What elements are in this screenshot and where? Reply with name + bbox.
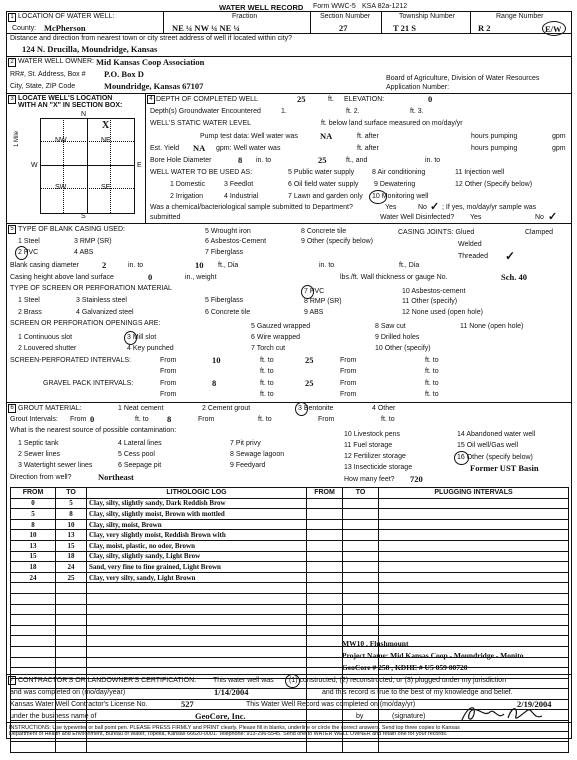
section-7-number: 7 (8, 676, 16, 685)
grid-line (110, 118, 111, 213)
mile-label: 1 Mile (14, 130, 20, 147)
src-11: 11 Fuel storage (344, 442, 393, 449)
table-row (11, 572, 569, 583)
yield-after: ft. after (357, 145, 379, 152)
row-from: 8 (11, 519, 56, 530)
row-to: 25 (56, 572, 87, 583)
row-from: 13 (11, 540, 56, 551)
cert-l2a: and was completed on (mo/day/year) (10, 689, 126, 696)
divider (6, 402, 571, 403)
yield-label: Est. Yield (150, 145, 180, 152)
chem-check: ✓ (430, 201, 440, 213)
src-8: 8 Sewage lagoon (230, 451, 285, 458)
table-row (11, 551, 569, 562)
col-from: FROM (11, 488, 56, 499)
rr-label: RR#, St. Address, Box # (10, 71, 86, 78)
yield-value: NA (193, 143, 206, 153)
form-number: Form WWC-5 (313, 3, 356, 10)
gp-label: GRAVEL PACK INTERVALS: (43, 380, 134, 387)
city-value: Moundridge, Kansas 67107 (104, 81, 204, 91)
gp-from: 8 (212, 378, 217, 388)
open-11: 11 None (open hole) (460, 323, 524, 330)
township-value: T 21 S (393, 23, 416, 33)
table-row (11, 562, 569, 573)
fraction-value: NE ¼ NW ¼ NE ¼ (172, 23, 240, 33)
grout-4: 4 Other (372, 405, 396, 412)
spi-from4: From (340, 368, 357, 375)
gp-ftto3: ft. to (260, 391, 274, 398)
note-mw10: MW10 , Flushmount (342, 639, 409, 648)
form-title: WATER WELL RECORD (219, 3, 304, 12)
locate-label-2: WITH AN "X" IN SECTION BOX: (18, 102, 123, 109)
disinfected-label: Water Well Disinfected? (380, 214, 455, 221)
fraction-label: Fraction (232, 13, 258, 20)
src-4: 4 Lateral lines (118, 440, 162, 447)
west-label: W (31, 162, 38, 169)
casing-2: 2 PVC (18, 249, 39, 256)
owner-value: Mid Kansas Coop Association (96, 57, 205, 67)
grout-3-circle (295, 402, 308, 416)
src-6: 6 Seepage pit (118, 462, 162, 469)
instructions-line-1: INSTRUCTIONS: Use typewriter or ball point pen. PLEASE PRESS FIRMLY and PRINT clearly. Please fill in blanks, underline or circle the correct answers. Send top three copies to Kansas (9, 725, 460, 731)
distance-label: Distance and direction from nearest town or city street address of well if located within city? (10, 35, 293, 42)
src-1: 1 Septic tank (18, 440, 59, 447)
bore-value: 8 (238, 155, 243, 165)
divider (163, 11, 164, 33)
row-from: 0 (11, 498, 56, 509)
use-10: 10 Monitoring well (372, 193, 429, 200)
open-8: 8 Saw cut (375, 323, 406, 330)
joints-label: CASING JOINTS: Glued (398, 229, 475, 236)
casing-diameter-value: 2 (102, 260, 107, 270)
open-6: 6 Wire wrapped (251, 334, 301, 341)
casing-6: 6 Asbestos-Cement (205, 238, 267, 245)
instructions-line-2: Department of Health and Environment, Bureau of Water, Topeka, Kansas 66620-0001. Telephone: 913-296-5545. Send one to WATER WELL OWNER and retain one for your records. (9, 731, 448, 737)
casing-diameter-label: Blank casing diameter (10, 262, 79, 269)
casing-9: 9 Other (specify below) (301, 238, 373, 245)
signature (458, 702, 548, 724)
src-15: 15 Oil well/Gas well (457, 442, 519, 449)
grout-from2: From (198, 416, 215, 423)
src-14: 14 Abandoned water well (457, 431, 536, 438)
cert-l4a: under the business name of (10, 713, 97, 720)
yield-hours: hours pumping (471, 145, 518, 152)
owner-label: WATER WELL OWNER: (18, 58, 94, 65)
spi-from2: From (340, 357, 357, 364)
range-value: R 2 (478, 23, 491, 33)
casing-8: 8 Concrete tile (301, 228, 347, 235)
county-label: County: (12, 25, 37, 32)
grout-3: 3 Bentonite (298, 405, 334, 412)
screen-12: 12 None used (open hole) (402, 309, 483, 316)
screen-7-circle (301, 285, 314, 299)
chem-mo: ; If yes, mo/day/yr sample was (442, 204, 537, 211)
chem-yes: Yes (385, 204, 397, 211)
yield-gpm: gpm: Well water was (216, 145, 281, 152)
src-16-circle (454, 451, 469, 465)
grout-ftto2: ft. to (258, 416, 272, 423)
cert-license: 527 (181, 699, 194, 709)
section-number-label: Section Number (320, 13, 371, 20)
section-6-number: 6 (8, 404, 16, 413)
table-row (11, 509, 569, 520)
gp-ftto: ft. to (260, 380, 274, 387)
location-mark: X (102, 120, 110, 131)
disinfected-check: ✓ (548, 211, 558, 223)
grout-int-label: Grout Intervals: (10, 416, 58, 423)
groundwater-label: Depth(s) Groundwater Encountered (150, 108, 261, 115)
gp-ftto2: ft. to (425, 380, 439, 387)
cert-l2b: and this record is true to the best of my knowledge and belief. (322, 689, 513, 696)
sw-label: SW (55, 184, 67, 191)
east-label: E (137, 162, 142, 169)
how-many-value: 720 (410, 474, 423, 484)
log-header-row (11, 488, 569, 499)
screen-8: 8 RMP (SR) (304, 298, 342, 305)
col-from2: FROM (307, 488, 343, 499)
table-row (11, 540, 569, 551)
casing-3: 3 RMP (SR) (74, 238, 112, 245)
source-label: What is the nearest source of possible contamination: (10, 427, 177, 434)
use-10-circle (369, 190, 387, 204)
open-5: 5 Gauzed wrapped (251, 323, 311, 330)
divider (310, 11, 311, 33)
cert-by: by (356, 713, 364, 720)
use-12: 12 Other (Specify below) (455, 181, 533, 188)
depth-ft: ft. (328, 96, 334, 103)
cert-sig-label: (signature) (392, 713, 426, 720)
open-7: 7 Torch cut (251, 345, 286, 352)
use-11: 11 Injection well (455, 169, 505, 176)
col-lithologic: LITHOLOGIC LOG (87, 488, 307, 499)
row-desc: Clay, silty, slightly sandy, Dark Reddish Brow (87, 498, 307, 509)
cert-date1: 1/14/2004 (214, 687, 249, 697)
section-number-value: 27 (339, 23, 348, 33)
use-9: 9 Dewatering (374, 181, 416, 188)
pump-value: NA (320, 131, 333, 141)
south-label: S (81, 213, 86, 220)
use-3: 3 Feedlot (224, 181, 254, 188)
casing-dia2: ft., Dia (399, 262, 420, 269)
src-2: 2 Sewer lines (18, 451, 61, 458)
joints-welded: Welded (458, 241, 482, 248)
open-10: 10 Other (specify) (375, 345, 431, 352)
spi-label: SCREEN-PERFORATED INTERVALS: (10, 357, 131, 364)
spi-from-label: From (160, 357, 177, 364)
direction-value: Northeast (98, 472, 134, 482)
locate-label-1: LOCATE WELL'S LOCATION (18, 95, 113, 102)
depth-value: 25 (297, 94, 306, 104)
screen-9: 9 ABS (304, 309, 324, 316)
chem-label: Was a chemical/bacteriological sample submitted to Department? (150, 204, 353, 211)
casing-to-value: 10 (195, 260, 204, 270)
nw-label: NW (55, 137, 67, 144)
north-label: N (81, 111, 87, 118)
section-1-number: 1 (8, 13, 16, 22)
row-desc: Clay, silty, moist, Brown (87, 519, 307, 530)
spi-ftto4: ft. to (425, 368, 439, 375)
pump-gpm: gpm (552, 133, 566, 140)
address-value: 124 N. Drucilla, Moundridge, Kansas (22, 44, 158, 54)
open-1: 1 Continuous slot (18, 334, 73, 341)
screen-10: 10 Asbestos-cement (402, 288, 466, 295)
cert-label: CONTRACTOR'S OR LANDOWNER'S CERTIFICATION: (18, 677, 197, 684)
row-desc: Clay, very slightly moist, Reddish Brown with (87, 530, 307, 541)
screen-6: 6 Concrete tile (205, 309, 251, 316)
screen-7: 7 PVC (304, 288, 325, 295)
depth-label: DEPTH OF COMPLETED WELL (156, 96, 258, 103)
elevation-value: 0 (428, 94, 433, 104)
use-5: 5 Public water supply (288, 169, 355, 176)
static-label: WELL'S STATIC WATER LEVEL (150, 120, 252, 127)
note-project: Project Name: Mid Kansas Coop - Moundridge - Monito (342, 651, 524, 660)
screen-1: 1 Steel (18, 297, 40, 304)
row-desc: Clay, moist, plastic, no odor, Brown (87, 540, 307, 551)
height-label: Casing height above land surface (10, 274, 114, 281)
row-from: 24 (11, 572, 56, 583)
location-label: LOCATION OF WATER WELL: (18, 13, 115, 20)
src-16: 16 Other (specify below) (457, 454, 533, 461)
casing-7: 7 Fiberglass (205, 249, 244, 256)
gp-from4: From (340, 391, 357, 398)
screen-4: 4 Galvanized steel (76, 309, 134, 316)
spi-ftto: ft. to (260, 357, 274, 364)
row-from: 18 (11, 562, 56, 573)
use-6: 6 Oil field water supply (288, 181, 359, 188)
row-desc: Clay, silty, slightly sandy, Light Brow (87, 551, 307, 562)
use-1: 1 Domestic (170, 181, 206, 188)
township-label: Township Number (399, 13, 456, 20)
grout-label: GROUT MATERIAL: (18, 405, 82, 412)
casing-4: 4 ABS (74, 249, 94, 256)
open-2: 2 Louvered shutter (18, 345, 77, 352)
cert-1-circle (285, 674, 300, 688)
open-3: 3 Mill slot (127, 334, 157, 341)
src-12: 12 Fertilizer storage (344, 453, 406, 460)
county-value: McPherson (44, 23, 86, 33)
grout-from: 0 (90, 414, 95, 424)
row-to: 18 (56, 551, 87, 562)
cert-l1a: This water well was (213, 677, 274, 684)
grout-ftto3: ft. to (381, 416, 395, 423)
screen-11: 11 Other (specify) (402, 298, 458, 305)
section-4-number: 4 (147, 95, 155, 104)
open-4: 4 Key punched (127, 345, 174, 352)
screen-label: TYPE OF SCREEN OR PERFORATION MATERIAL (10, 285, 172, 292)
wall-label: lbs./ft. Wall thickness or gauge No. (340, 274, 448, 281)
divider (470, 11, 471, 33)
casing-5: 5 Wrought iron (205, 228, 251, 235)
divider (6, 223, 571, 224)
grout-ftto: ft. to (135, 416, 149, 423)
use-7: 7 Lawn and garden only (288, 193, 363, 200)
grout-2: 2 Cement grout (202, 405, 251, 412)
src-9: 9 Feedyard (230, 462, 266, 469)
joints-clamped: Clamped (525, 229, 554, 236)
bore-and: ft., and (346, 157, 368, 164)
range-label: Range Number (496, 13, 544, 20)
bore-label: Bore Hole Diameter (150, 157, 212, 164)
row-from: 10 (11, 530, 56, 541)
table-row (11, 498, 569, 509)
row-from: 5 (11, 509, 56, 520)
board-label: Board of Agriculture, Division of Water Resources (386, 75, 540, 82)
diam-in-to: in. to (128, 262, 144, 269)
divider (6, 93, 571, 94)
openings-label: SCREEN OR PERFORATION OPENINGS ARE: (10, 320, 161, 327)
row-to: 13 (56, 530, 87, 541)
table-row (11, 519, 569, 530)
pump-label: Pump test data: Well water was (200, 133, 298, 140)
former-ust: Former UST Basin (470, 463, 539, 473)
cert-business: GeoCore, Inc. (195, 711, 246, 721)
grout-1: 1 Neat cement (118, 405, 164, 412)
src-3: 3 Watertight sewer lines (18, 462, 93, 469)
divider (381, 11, 382, 33)
bore-in-to: in. to (256, 157, 272, 164)
gw-1: 1. (281, 108, 287, 115)
elevation-label: ELEVATION: (344, 96, 385, 103)
spi-from: 10 (212, 355, 221, 365)
use-4: 4 Industrial (224, 193, 259, 200)
city-label: City, State, ZIP Code (10, 83, 76, 90)
static-rest: ft. below land surface measured on mo/day/yr (321, 120, 463, 127)
spi-ftto3: ft. to (260, 368, 274, 375)
col-to2: TO (343, 488, 379, 499)
grid-line (40, 165, 134, 166)
row-to: 10 (56, 519, 87, 530)
se-label: SE (101, 184, 111, 191)
cert-l3b: This Water Well Record was completed on (mo/day/yr) (246, 701, 416, 708)
row-to: 5 (56, 498, 87, 509)
screen-2: 2 Brass (18, 309, 42, 316)
spi-to: 25 (305, 355, 314, 365)
use-label: WELL WATER TO BE USED AS: (150, 169, 253, 176)
gp-from2: From (340, 380, 357, 387)
row-to: 15 (56, 540, 87, 551)
spi-from3: From (160, 368, 177, 375)
bore-to-value: 25 (318, 155, 327, 165)
table-row (11, 530, 569, 541)
chem-no: No (418, 204, 427, 211)
yield-gpm2: gpm (552, 145, 566, 152)
src-5: 5 Cess pool (118, 451, 155, 458)
ew-value: E/W (545, 24, 562, 34)
gp-from-label: From (160, 380, 177, 387)
casing-2-circle (15, 246, 28, 260)
ne-label: NE (101, 137, 111, 144)
divider (145, 93, 146, 223)
grout-from3: From (318, 416, 335, 423)
section-5-number: 5 (8, 225, 16, 234)
divider (6, 722, 571, 723)
row-to: 24 (56, 562, 87, 573)
gp-from3: From (160, 391, 177, 398)
row-desc: Sand, very fine to fine grained, Light Brown (87, 562, 307, 573)
divider (6, 33, 571, 34)
use-8: 8 Air conditioning (372, 169, 426, 176)
chem-submitted: submitted (150, 214, 181, 221)
gw-2: ft. 2. (346, 108, 360, 115)
disinfected-no: No (535, 214, 544, 221)
threaded-check: ✓ (505, 249, 516, 263)
disinfected-yes: Yes (470, 214, 482, 221)
gp-ftto4: ft. to (425, 391, 439, 398)
joints-threaded: Threaded (458, 253, 488, 260)
direction-label: Direction from well? (10, 474, 72, 481)
row-from: 15 (11, 551, 56, 562)
row-desc: Clay, very silty, sandy, Light Brown (87, 572, 307, 583)
row-to: 8 (56, 509, 87, 520)
height-value: 0 (148, 272, 153, 282)
screen-5: 5 Fiberglass (205, 297, 244, 304)
how-many-label: How many feet? (344, 476, 395, 483)
spi-ftto2: ft. to (425, 357, 439, 364)
col-plugging: PLUGGING INTERVALS (379, 488, 569, 499)
pump-after: ft. after (357, 133, 379, 140)
divider (6, 56, 571, 57)
grout-to: 8 (167, 414, 172, 424)
gp-to: 25 (305, 378, 314, 388)
pump-hours: hours pumping (471, 133, 518, 140)
src-13: 13 Insecticide storage (344, 464, 413, 471)
casing-1: 1 Steel (18, 238, 40, 245)
open-3-circle (124, 331, 137, 345)
casing-label: TYPE OF BLANK CASING USED: (18, 226, 125, 233)
note-geocore: GeoCore # 258 , KDHE # U5 059 00720 (342, 663, 468, 672)
use-2: 2 Irrigation (170, 193, 204, 200)
screen-3: 3 Stainless steel (76, 297, 127, 304)
open-9: 9 Drilled holes (375, 334, 420, 341)
src-10: 10 Livestock pens (344, 431, 401, 438)
ksa-number: KSA 82a-1212 (362, 3, 408, 10)
bore-in-to2: in. to (425, 157, 441, 164)
cert-date2: 2/19/2004 (517, 699, 552, 709)
height-weight: in., weight (185, 274, 217, 281)
section-3-number: 3 (8, 95, 16, 104)
section-2-number: 2 (8, 58, 16, 67)
col-to: TO (56, 488, 87, 499)
casing-in-to2: in. to (319, 262, 335, 269)
grout-from-label: From (70, 416, 87, 423)
row-desc: Clay, silty, slightly moist, Brown with mottled (87, 509, 307, 520)
gw-3: ft. 3. (410, 108, 424, 115)
casing-dia: ft., Dia (218, 262, 239, 269)
cert-l3a: Kansas Water Well Contractor's License No. (10, 701, 148, 708)
application-label: Application Number: (386, 84, 450, 91)
src-7: 7 Pit privy (230, 440, 261, 447)
cert-l1b: (1) constructed, (2) reconstructed, or (3) plugged under my jurisdiction (289, 677, 507, 684)
rr-value: P.O. Box D (104, 69, 144, 79)
grid-line (63, 118, 64, 213)
sch-value: Sch. 40 (501, 272, 527, 282)
